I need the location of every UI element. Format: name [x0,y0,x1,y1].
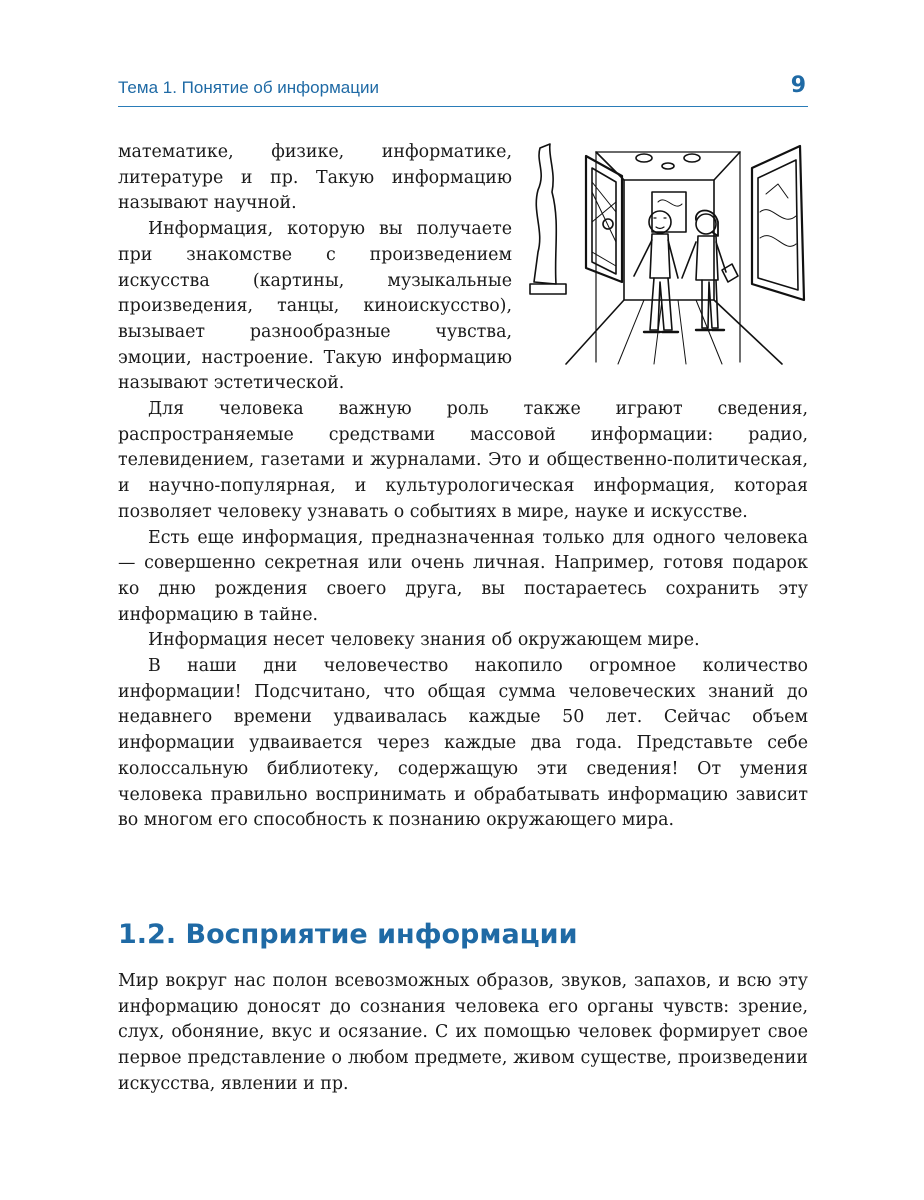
section-text [118,969,808,1098]
paragraph: Информация несет человеку знания об окружающем мире. [148,630,700,651]
paragraph: математике, физике, информатике, литературе и пр. Такую информацию называют научной. [118,142,512,214]
page-number: 9 [790,73,806,98]
paragraph: Есть еще информация, предназначенная только для одного человека — совершенно секретная или очень личная. Например, готовя подарок ко дню рождения своего друга, вы постараетесь сохранить эту информацию в тайне. [118,527,808,625]
header-title: Тема 1. Понятие об информации [118,78,379,97]
section-heading: 1.2. Восприятие информации [118,919,578,950]
paragraph: В наши дни человечество накопило огромное количество информации! Подсчитано, что общая сумма человеческих знаний до недавнего времени удваивалась каждые 50 лет. Сейчас объем информации удваивается через каждые два года. Представьте себе колоссальную библиотеку, содержащую эти сведения! От умения человека правильно воспринимать и обрабатывать информацию зависит во многом его способность к познанию окружающего мира. [118,656,808,831]
paragraph: Информация, которую вы получаете при знакомстве с произведением искусства (картины, музыкальные произведения, танцы, киноискусство), вызывает разнообразные чувства, эмоции, настроение. Такую информацию называют эстетической. [118,219,512,394]
running-header [118,73,808,107]
text-beside-figure [118,140,512,397]
body-text [118,140,808,834]
paragraph: Мир вокруг нас полон всевозможных образов, звуков, запахов, и всю эту информацию доносят до сознания человека его органы чувств: зрение, слух, обоняние, вкус и осязание. С их помощью человек формирует свое первое представление о любом предмете, живом существе, произведении искусства, явлении и пр. [118,971,808,1094]
paragraph: Для человека важную роль также играют сведения, распространяемые средствами массовой информации: радио, телевидением, газетами и журналами. Это и общественно-политическая, и научно-популярная, и культурологическая информация, которая позволяет человеку узнавать о событиях в мире, науке и искусстве. [118,399,808,522]
